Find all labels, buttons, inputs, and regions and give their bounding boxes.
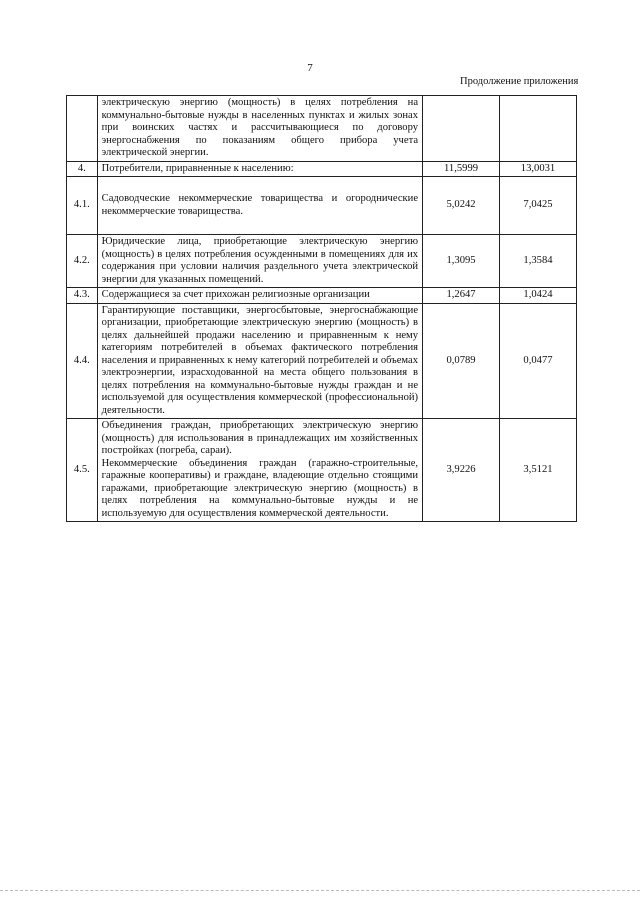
row-value-1: 11,5999 xyxy=(423,161,500,177)
row-description-part-2: Некоммерческие объединения граждан (гаражно-строительные, гаражные кооперативы) и граждане, владеющие отдельно стоящими гаражами, приобретающие электрическую энергию (мощность) в целях потребления на коммунально-бытовые нужды и не используемую для осуществления коммерческой деятельности. xyxy=(101,457,419,519)
row-value-1: 1,2647 xyxy=(423,288,500,304)
row-value-1: 3,9226 xyxy=(423,419,500,522)
row-value-2: 13,0031 xyxy=(500,161,577,177)
row-description: Потребители, приравненные к населению: xyxy=(97,161,422,177)
table-row xyxy=(67,303,577,419)
continuation-label: Продолжение приложения xyxy=(460,76,579,87)
row-value-1 xyxy=(423,96,500,162)
row-description xyxy=(97,419,422,522)
row-value-2: 1,3584 xyxy=(500,235,577,288)
row-description: Гарантирующие поставщики, энергосбытовые, энергоснабжающие организации, приобретающие электрическую энергию (мощность) в целях дальнейшей продажи населению и приравненным к нему категориям потребителей в объемах фактического потребления населения и приравненных к нему категорий потребителей и объемах электроэнергии, израсходованной на места общего пользования в целях потребления на коммунально-бытовые нужды граждан и не используемой для осуществления коммерческой (профессиональной) деятельности. xyxy=(97,303,422,419)
row-value-1: 1,3095 xyxy=(423,235,500,288)
row-value-2 xyxy=(500,96,577,162)
table-row xyxy=(67,235,577,288)
row-value-1: 0,0789 xyxy=(423,303,500,419)
row-number: 4.1. xyxy=(67,177,98,235)
row-value-2: 0,0477 xyxy=(500,303,577,419)
row-description: электрическую энергию (мощность) в целях потребления на коммунально-бытовые нужды в населенных пунктах и жилых зонах при воинских частях и рассчитывающиеся по договору энергоснабжения по показаниям общего прибора учета электрической энергии. xyxy=(97,96,422,162)
tariff-table xyxy=(66,95,577,522)
row-value-1: 5,0242 xyxy=(423,177,500,235)
table-row xyxy=(67,288,577,304)
row-number: 4.4. xyxy=(67,303,98,419)
row-number xyxy=(67,96,98,162)
row-description: Юридические лица, приобретающие электрическую энергию (мощность) в целях потребления осужденными в помещениях для их содержания при условии наличия раздельного учета электрической энергии для указанных помещений. xyxy=(97,235,422,288)
row-description: Содержащиеся за счет прихожан религиозные организации xyxy=(97,288,422,304)
row-number: 4.2. xyxy=(67,235,98,288)
row-number: 4.5. xyxy=(67,419,98,522)
row-value-2: 1,0424 xyxy=(500,288,577,304)
row-description-part-1: Объединения граждан, приобретающих электрическую энергию (мощность) для использования в принадлежащих им хозяйственных постройках (погреба, сараи). xyxy=(101,420,419,456)
bottom-divider xyxy=(0,890,640,895)
table-row xyxy=(67,96,577,162)
page-number: 7 xyxy=(307,62,313,74)
row-number: 4. xyxy=(67,161,98,177)
row-value-2: 7,0425 xyxy=(500,177,577,235)
table-row xyxy=(67,161,577,177)
table-row xyxy=(67,419,577,522)
table-row xyxy=(67,177,577,235)
row-description: Садоводческие некоммерческие товарищества и огороднические некоммерческие товарищества. xyxy=(97,177,422,235)
row-value-2: 3,5121 xyxy=(500,419,577,522)
row-number: 4.3. xyxy=(67,288,98,304)
